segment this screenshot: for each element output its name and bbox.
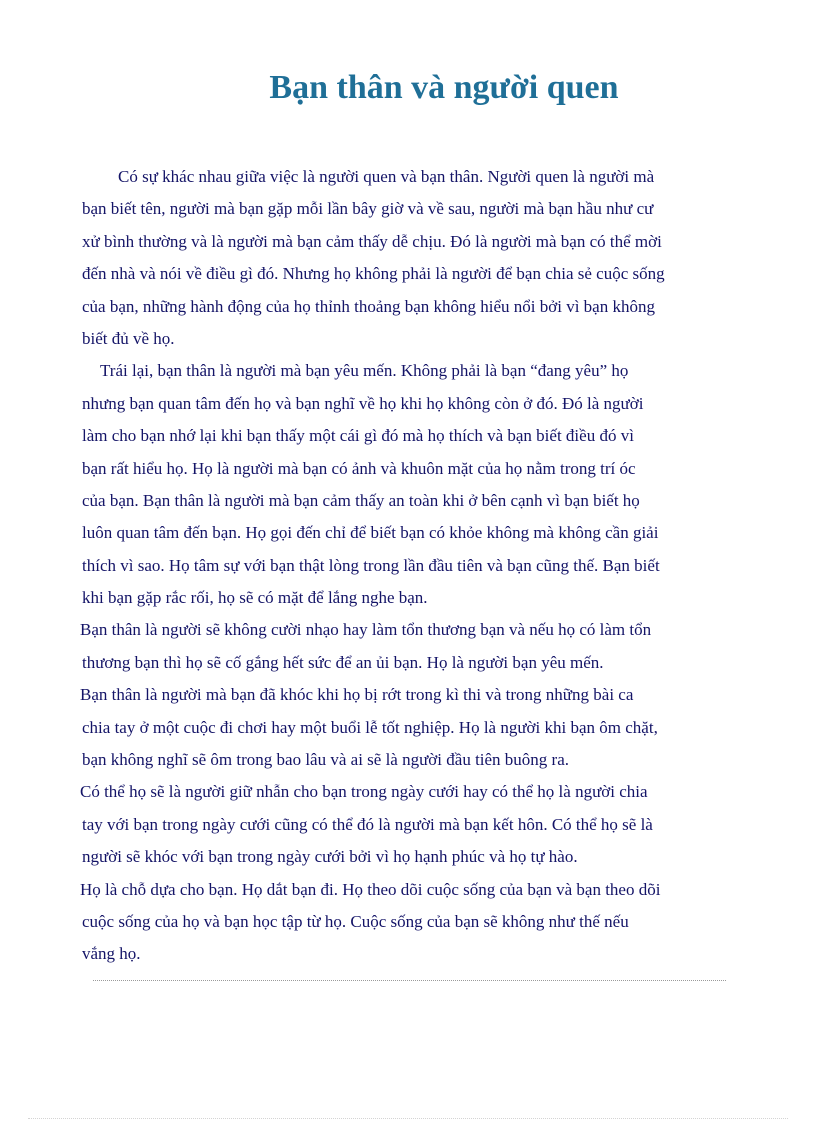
text-line: Họ là chỗ dựa cho bạn. Họ dắt bạn đi. Họ theo dõi cuộc sống của bạn và bạn theo dõi bbox=[80, 879, 661, 899]
text-line: thích vì sao. Họ tâm sự với bạn thật lòng trong lần đầu tiên và bạn cũng thế. Bạn biết bbox=[82, 555, 660, 575]
footer-divider bbox=[28, 1118, 788, 1119]
text-line: Bạn thân là người sẽ không cười nhạo hay làm tổn thương bạn và nếu họ có làm tổn bbox=[80, 620, 652, 640]
text-line: bạn không nghĩ sẽ ôm trong bao lâu và ai sẽ là người đầu tiên buông ra. bbox=[82, 750, 570, 770]
text-line: bạn biết tên, người mà bạn gặp mỗi lần bây giờ và về sau, người mà bạn hầu như cư bbox=[82, 199, 654, 219]
text-line: luôn quan tâm đến bạn. Họ gọi đến chỉ để biết bạn có khỏe không mà không cần giải bbox=[82, 523, 659, 543]
document-body bbox=[80, 161, 750, 971]
page-title: Bạn thân và người quen bbox=[269, 69, 619, 106]
text-line: biết đủ về họ. bbox=[82, 328, 175, 348]
text-line: làm cho bạn nhớ lại khi bạn thấy một cái gì đó mà họ thích và bạn biết điều đó vì bbox=[82, 426, 634, 446]
divider-line bbox=[93, 980, 726, 981]
text-line: tay với bạn trong ngày cưới cũng có thể đó là người mà bạn kết hôn. Có thể họ sẽ là bbox=[82, 814, 653, 834]
text-line: Bạn thân là người mà bạn đã khóc khi họ bị rớt trong kì thi và trong những bài ca bbox=[80, 685, 634, 705]
text-line: của bạn. Bạn thân là người mà bạn cảm thấy an toàn khi ở bên cạnh vì bạn biết họ bbox=[82, 490, 640, 510]
text-line: khi bạn gặp rắc rối, họ sẽ có mặt để lắng nghe bạn. bbox=[82, 588, 428, 608]
text-line: đến nhà và nói về điều gì đó. Nhưng họ không phải là người để bạn chia sẻ cuộc sống bbox=[82, 264, 665, 284]
text-line: thương bạn thì họ sẽ cố gắng hết sức để an ủi bạn. Họ là người bạn yêu mến. bbox=[82, 652, 604, 672]
text-line: cuộc sống của họ và bạn học tập từ họ. Cuộc sống của bạn sẽ không như thế nếu bbox=[82, 911, 629, 931]
text-line: xử bình thường và là người mà bạn cảm thấy dễ chịu. Đó là người mà bạn có thể mời bbox=[82, 231, 662, 251]
text-line: vắng họ. bbox=[82, 944, 141, 964]
text-line: nhưng bạn quan tâm đến họ và bạn nghĩ về họ khi họ không còn ở đó. Đó là người bbox=[82, 393, 644, 413]
text-line: Trái lại, bạn thân là người mà bạn yêu mến. Không phải là bạn “đang yêu” họ bbox=[100, 361, 629, 381]
text-line: bạn rất hiểu họ. Họ là người mà bạn có ảnh và khuôn mặt của họ nằm trong trí óc bbox=[82, 458, 636, 478]
text-line: Có thể họ sẽ là người giữ nhẫn cho bạn trong ngày cưới hay có thể họ là người chia bbox=[80, 782, 648, 802]
text-line: chia tay ở một cuộc đi chơi hay một buổi lễ tốt nghiệp. Họ là người khi bạn ôm chặt, bbox=[82, 717, 658, 737]
text-line: Có sự khác nhau giữa việc là người quen và bạn thân. Người quen là người mà bbox=[118, 167, 655, 186]
text-line: của bạn, những hành động của họ thỉnh thoảng bạn không hiểu nổi bởi vì bạn không bbox=[82, 296, 655, 316]
text-line: người sẽ khóc với bạn trong ngày cưới bởi vì họ hạnh phúc và họ tự hào. bbox=[82, 847, 578, 867]
